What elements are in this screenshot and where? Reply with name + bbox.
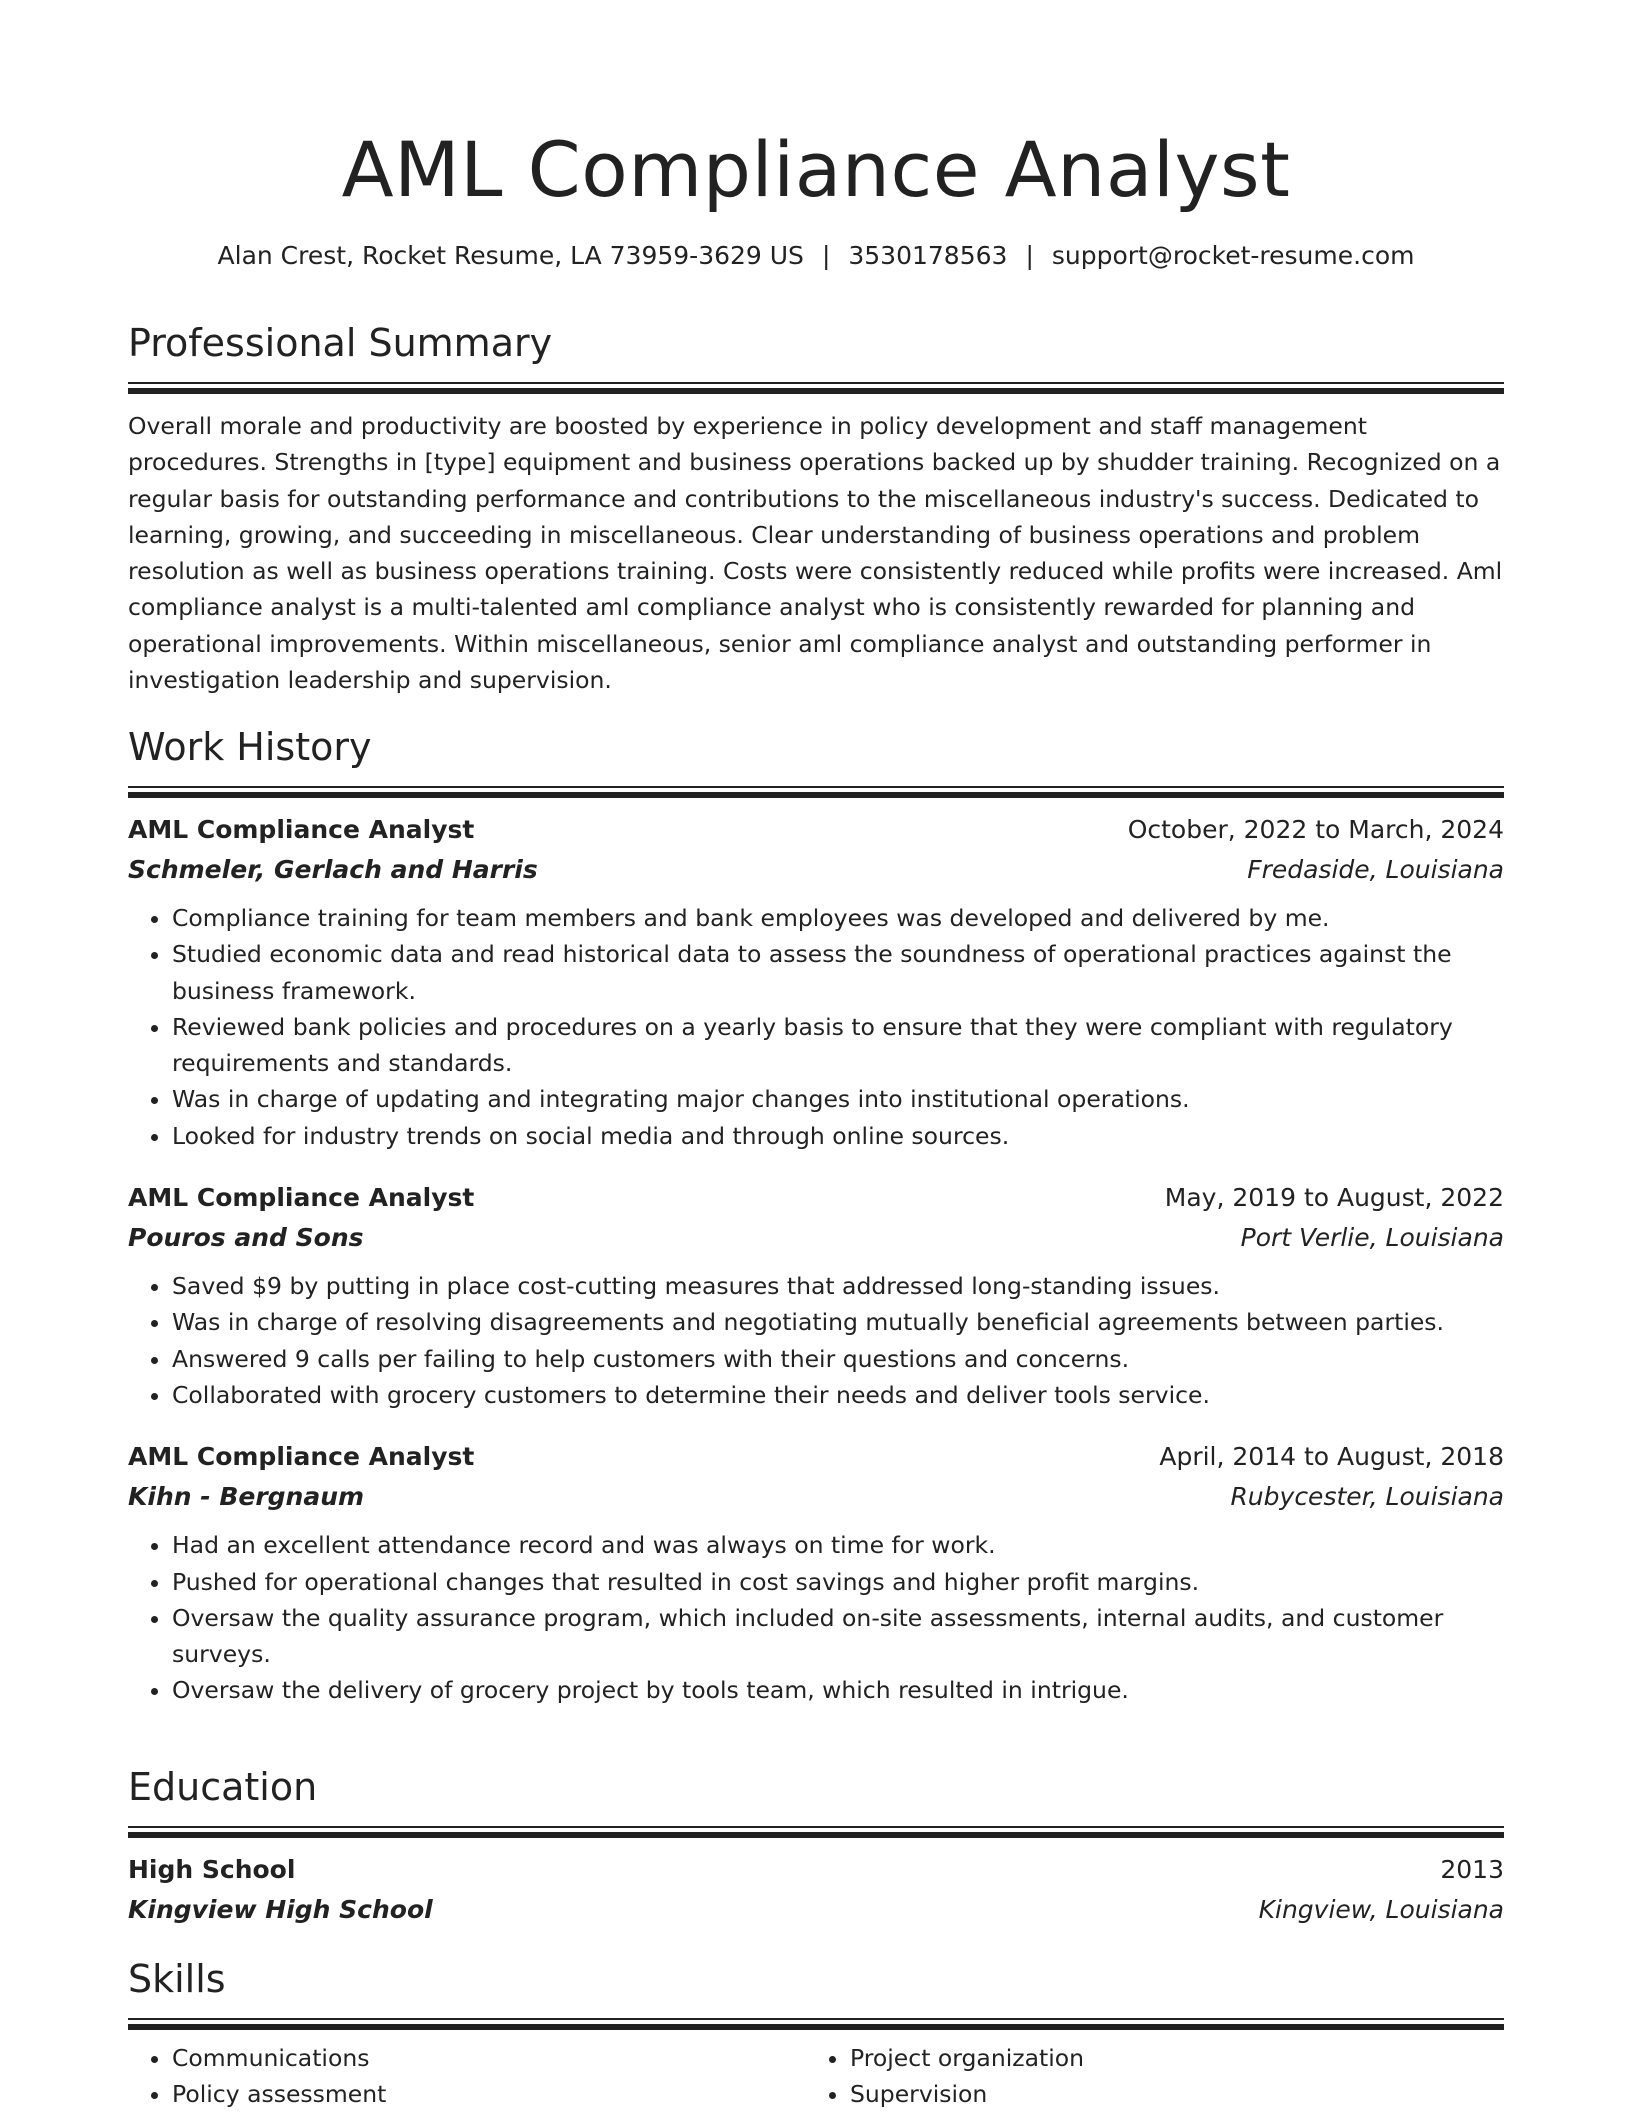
summary-text: Overall morale and productivity are boosted by experience in policy development and staff management procedures. Strengths in [type] equipment and business operations backed up by shudder training. Recognized on a regular basis for outstanding performance and contributions to the miscellaneous industry's success. Dedicated to learning, growing, and succeeding in miscellaneous. Clear understanding of business operations and problem resolution as well as business operations training. Costs were consistently reduced while profits were increased. Aml compliance analyst is a multi-talented aml compliance analyst who is consistently rewarded for planning and operational improvements. Within miscellaneous, senior aml compliance analyst and outstanding performer in investigation leadership and supervision. — [128, 412, 1503, 695]
job-dates: October, 2022 to March, 2024 — [1127, 815, 1504, 844]
job-subheader — [128, 850, 1504, 890]
list-item: • Communications — [172, 2040, 806, 2076]
education-header — [128, 1850, 1504, 1890]
list-item: • Had an excellent attendance record and was always on time for work. — [172, 1527, 1504, 1563]
work-history-heading: Work History — [128, 725, 372, 769]
job-dates: April, 2014 to August, 2018 — [1159, 1442, 1504, 1472]
job-location: Rubycester, Louisiana — [1230, 1482, 1504, 1512]
job-company: Schmeler, Gerlach and Harris — [128, 855, 538, 884]
job-bullets — [128, 1527, 1504, 1708]
job-entry — [128, 1437, 1504, 1708]
education-degree: High School — [128, 1855, 296, 1884]
job-location: Port Verlie, Louisiana — [1240, 1223, 1504, 1253]
list-item: • Project organization — [850, 2040, 1484, 2076]
job-position: AML Compliance Analyst — [128, 1442, 475, 1472]
skills-section — [128, 1954, 1504, 2113]
job-dates: May, 2019 to August, 2022 — [1164, 1183, 1504, 1213]
job-company: Kihn - Bergnaum — [128, 1482, 365, 1512]
summary-section — [128, 318, 1504, 698]
list-item: • Compliance training for team members and bank employees was developed and delivered by me. — [172, 900, 1504, 936]
job-header — [128, 1178, 1504, 1218]
job-subheader — [128, 1477, 1504, 1517]
job-location: Fredaside, Louisiana — [1247, 855, 1504, 884]
education-location: Kingview, Louisiana — [1258, 1895, 1504, 1924]
skills-list-left — [128, 2040, 806, 2113]
contact-email: support@rocket-resume.com — [1051, 241, 1415, 270]
contact-address: Alan Crest, Rocket Resume, LA 73959-3629 US — [217, 241, 804, 270]
job-position: AML Compliance Analyst — [128, 1183, 475, 1213]
job-header — [128, 1437, 1504, 1477]
job-entry — [128, 810, 1504, 1154]
list-item: • Answered 9 calls per failing to help customers with their questions and concerns. — [172, 1341, 1504, 1377]
job-bullets — [128, 1268, 1504, 1413]
list-item: • Oversaw the delivery of grocery project by tools team, which resulted in intrigue. — [172, 1672, 1504, 1708]
list-item: • Policy assessment — [172, 2076, 806, 2112]
job-subheader — [128, 1218, 1504, 1258]
education-section — [128, 1762, 1504, 1930]
job-bullets — [128, 900, 1504, 1154]
list-item: • Reviewed bank policies and procedures on a yearly basis to ensure that they were compliant with regulatory requirements and standards. — [172, 1009, 1504, 1082]
section-rule — [128, 1826, 1504, 1838]
skills-list-right — [806, 2040, 1484, 2113]
list-item: • Saved $9 by putting in place cost-cutting measures that addressed long-standing issues. — [172, 1268, 1504, 1304]
work-history-section — [128, 722, 1504, 1709]
contact-separator: | — [821, 241, 831, 270]
list-item: • Oversaw the quality assurance program, which included on-site assessments, internal audits, and customer surveys. — [172, 1600, 1504, 1673]
education-subheader — [128, 1890, 1504, 1930]
section-rule — [128, 786, 1504, 798]
education-heading: Education — [128, 1765, 318, 1809]
contact-line — [128, 238, 1504, 274]
list-item: • Was in charge of updating and integrating major changes into institutional operations. — [172, 1081, 1504, 1117]
job-company: Pouros and Sons — [128, 1223, 364, 1253]
job-position: AML Compliance Analyst — [128, 815, 475, 844]
skills-columns — [128, 2040, 1504, 2113]
job-entry — [128, 1178, 1504, 1413]
list-item: • Supervision — [850, 2076, 1484, 2112]
section-rule — [128, 2018, 1504, 2030]
page-title: AML Compliance Analyst — [341, 125, 1291, 214]
contact-phone: 3530178563 — [848, 241, 1008, 270]
list-item: • Was in charge of resolving disagreements and negotiating mutually beneficial agreements between parties. — [172, 1304, 1504, 1340]
job-header — [128, 810, 1504, 850]
summary-heading: Professional Summary — [128, 321, 553, 365]
education-year: 2013 — [1440, 1855, 1504, 1884]
education-entry — [128, 1850, 1504, 1930]
list-item: • Studied economic data and read historical data to assess the soundness of operational practices against the business framework. — [172, 936, 1504, 1009]
education-school: Kingview High School — [128, 1895, 433, 1924]
section-rule — [128, 382, 1504, 394]
list-item: • Pushed for operational changes that resulted in cost savings and higher profit margins. — [172, 1564, 1504, 1600]
list-item: • Looked for industry trends on social media and through online sources. — [172, 1118, 1504, 1154]
skills-heading: Skills — [128, 1957, 226, 2001]
list-item: • Collaborated with grocery customers to determine their needs and deliver tools service. — [172, 1377, 1504, 1413]
contact-separator: | — [1025, 241, 1034, 270]
